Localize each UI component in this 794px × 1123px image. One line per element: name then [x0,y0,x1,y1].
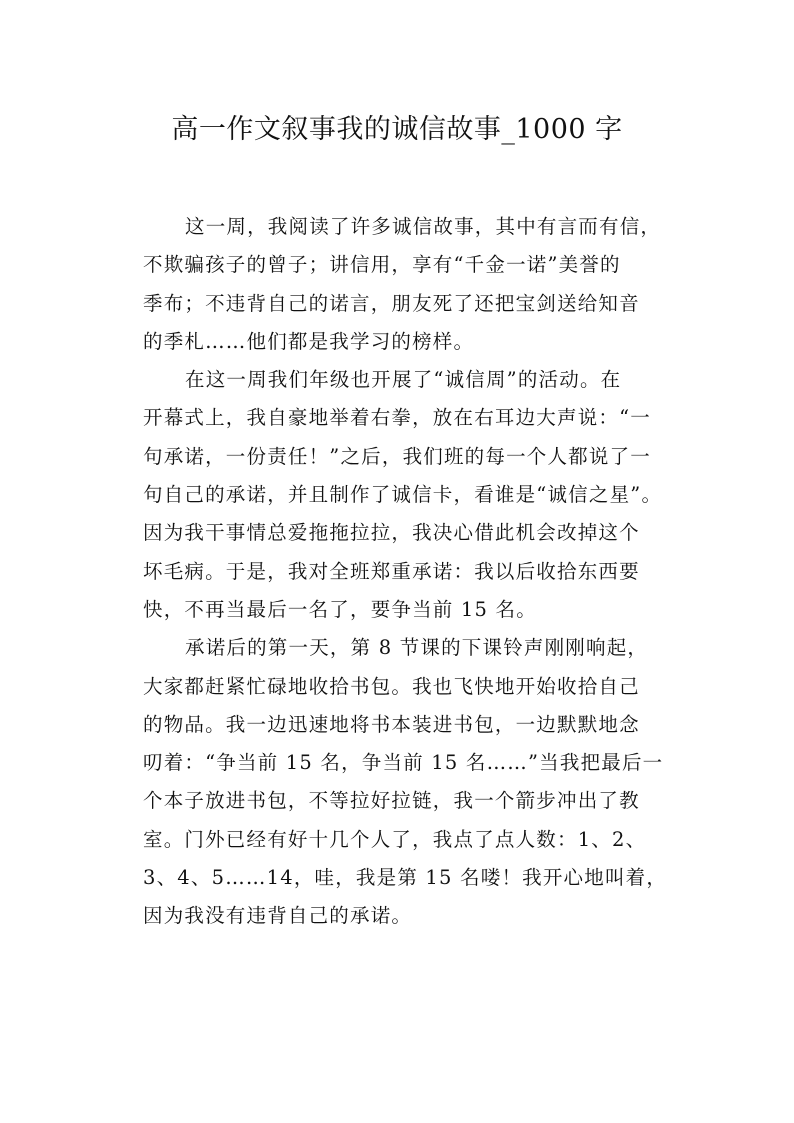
paragraph-1-line-3: 季布；不违背自己的诺言，朋友死了还把宝剑送给知音 [143,291,640,315]
paragraph-2-line-6: 坏毛病。于是，我对全班郑重承诺：我以后收拾东西要 [143,559,640,583]
paragraph-3-line-2: 大家都赶紧忙碌地收拾书包。我也飞快地开始收拾自己 [143,674,640,698]
paragraph-2-line-1: 在这一周我们年级也开展了“诚信周”的活动。在 [185,368,622,392]
paragraph-3-line-4: 叨着：“争当前 15 名，争当前 15 名……”当我把最后一 [143,751,664,775]
paragraph-1-line-1: 这一周，我阅读了许多诚信故事，其中有言而有信， [185,215,662,238]
paragraph-2-line-3: 句承诺，一份责任！”之后，我们班的每一个人都说了一 [143,444,651,468]
document-body [143,208,683,936]
paragraph-3-line-1: 承诺后的第一天，第 8 节课的下课铃声刚刚响起， [185,636,649,660]
paragraph-2-line-5: 因为我干事情总爱拖拖拉拉，我决心借此机会改掉这个 [143,521,640,545]
paragraph-1-line-2: 不欺骗孩子的曾子；讲信用，享有“千金一诺”美誉的 [143,253,621,277]
paragraph-2-line-4: 句自己的承诺，并且制作了诚信卡，看谁是“诚信之星”。 [143,483,663,507]
paragraph-1-line-4: 的季札……他们都是我学习的榜样。 [143,329,475,353]
paragraph-2-line-2: 开幕式上，我自豪地举着右拳，放在右耳边大声说：“一 [143,406,651,430]
paragraph-3-line-8: 因为我没有违背自己的承诺。 [143,904,413,928]
paragraph-3-line-7: 3、4、5……14，哇，我是第 15 名喽！我开心地叫着， [143,866,668,890]
paragraph-3-line-6: 室。门外已经有好十几个人了，我点了点人数：1、2、 [143,827,647,851]
paragraph-3-line-5: 个本子放进书包，不等拉好拉链，我一个箭步冲出了教 [143,789,640,813]
document-title: 高一作文叙事我的诚信故事_1000 字 [171,114,623,145]
paragraph-2-line-7: 快，不再当最后一名了，要争当前 15 名。 [143,597,537,621]
paragraph-3-line-3: 的物品。我一边迅速地将书本装进书包，一边默默地念 [143,712,640,736]
